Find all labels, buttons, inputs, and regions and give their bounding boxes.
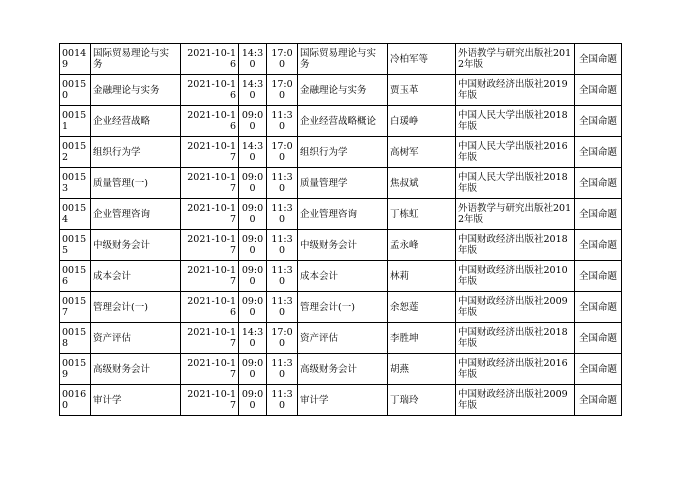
course-code-cell: 00158: [60, 323, 91, 354]
start-time-cell: 09:00: [239, 199, 267, 230]
start-time-cell: 14:30: [239, 44, 267, 75]
author-cell: 丁瑞玲: [388, 385, 456, 416]
publisher-cell: 中国财政经济出版社2010年版: [456, 261, 575, 292]
publisher-cell: 中国财政经济出版社2009年版: [456, 292, 575, 323]
publisher-cell: 中国人民大学出版社2016年版: [456, 137, 575, 168]
table-row: [60, 261, 622, 292]
publisher-cell: 中国财政经济出版社2016年版: [456, 354, 575, 385]
author-cell: 冷柏军等: [388, 44, 456, 75]
start-time-cell: 09:00: [239, 354, 267, 385]
table-row: [60, 44, 622, 75]
publisher-cell: 外语教学与研究出版社2012年版: [456, 199, 575, 230]
start-time-cell: 09:00: [239, 261, 267, 292]
textbook-cell: 管理会计(一): [298, 292, 388, 323]
exam-date-cell: 2021-10-16: [181, 44, 239, 75]
course-code-cell: 00150: [60, 75, 91, 106]
course-code-cell: 00152: [60, 137, 91, 168]
author-cell: 林莉: [388, 261, 456, 292]
table-body: [60, 44, 622, 416]
author-cell: 孟永峰: [388, 230, 456, 261]
exam-type-cell: 全国命题: [575, 44, 622, 75]
start-time-cell: 09:00: [239, 168, 267, 199]
publisher-cell: 中国财政经济出版社2018年版: [456, 323, 575, 354]
exam-type-cell: 全国命题: [575, 106, 622, 137]
publisher-cell: 中国财政经济出版社2018年版: [456, 230, 575, 261]
author-cell: 焦叔斌: [388, 168, 456, 199]
exam-date-cell: 2021-10-16: [181, 292, 239, 323]
start-time-cell: 14:30: [239, 75, 267, 106]
end-time-cell: 17:00: [267, 323, 298, 354]
start-time-cell: 14:30: [239, 323, 267, 354]
exam-type-cell: 全国命题: [575, 323, 622, 354]
exam-date-cell: 2021-10-17: [181, 354, 239, 385]
end-time-cell: 17:00: [267, 44, 298, 75]
course-name-cell: 组织行为学: [91, 137, 181, 168]
textbook-cell: 国际贸易理论与实务: [298, 44, 388, 75]
end-time-cell: 11:30: [267, 106, 298, 137]
course-code-cell: 00149: [60, 44, 91, 75]
course-name-cell: 企业经营战略: [91, 106, 181, 137]
textbook-cell: 质量管理学: [298, 168, 388, 199]
end-time-cell: 11:30: [267, 230, 298, 261]
exam-date-cell: 2021-10-17: [181, 230, 239, 261]
textbook-cell: 金融理论与实务: [298, 75, 388, 106]
end-time-cell: 11:30: [267, 292, 298, 323]
course-code-cell: 00155: [60, 230, 91, 261]
exam-type-cell: 全国命题: [575, 75, 622, 106]
course-code-cell: 00154: [60, 199, 91, 230]
author-cell: 丁栋虹: [388, 199, 456, 230]
course-code-cell: 00160: [60, 385, 91, 416]
publisher-cell: 中国人民大学出版社2018年版: [456, 106, 575, 137]
table-row: [60, 106, 622, 137]
publisher-cell: 外语教学与研究出版社2012年版: [456, 44, 575, 75]
table-row: [60, 230, 622, 261]
textbook-cell: 高级财务会计: [298, 354, 388, 385]
course-code-cell: 00153: [60, 168, 91, 199]
author-cell: 高树军: [388, 137, 456, 168]
course-name-cell: 成本会计: [91, 261, 181, 292]
course-code-cell: 00157: [60, 292, 91, 323]
course-name-cell: 质量管理(一): [91, 168, 181, 199]
exam-type-cell: 全国命题: [575, 385, 622, 416]
table-row: [60, 354, 622, 385]
end-time-cell: 17:00: [267, 137, 298, 168]
start-time-cell: 14:30: [239, 137, 267, 168]
author-cell: 胡燕: [388, 354, 456, 385]
exam-type-cell: 全国命题: [575, 230, 622, 261]
exam-date-cell: 2021-10-17: [181, 168, 239, 199]
course-name-cell: 审计学: [91, 385, 181, 416]
textbook-cell: 资产评估: [298, 323, 388, 354]
exam-date-cell: 2021-10-17: [181, 261, 239, 292]
course-name-cell: 高级财务会计: [91, 354, 181, 385]
end-time-cell: 11:30: [267, 385, 298, 416]
start-time-cell: 09:00: [239, 106, 267, 137]
exam-type-cell: 全国命题: [575, 261, 622, 292]
textbook-cell: 组织行为学: [298, 137, 388, 168]
publisher-cell: 中国财政经济出版社2019年版: [456, 75, 575, 106]
course-name-cell: 金融理论与实务: [91, 75, 181, 106]
course-code-cell: 00156: [60, 261, 91, 292]
start-time-cell: 09:00: [239, 230, 267, 261]
textbook-cell: 企业经营战略概论: [298, 106, 388, 137]
course-code-cell: 00159: [60, 354, 91, 385]
exam-type-cell: 全国命题: [575, 292, 622, 323]
exam-date-cell: 2021-10-17: [181, 137, 239, 168]
publisher-cell: 中国财政经济出版社2009年版: [456, 385, 575, 416]
table-row: [60, 199, 622, 230]
course-name-cell: 中级财务会计: [91, 230, 181, 261]
table-row: [60, 385, 622, 416]
course-code-cell: 00151: [60, 106, 91, 137]
course-name-cell: 企业管理咨询: [91, 199, 181, 230]
author-cell: 白瑗峥: [388, 106, 456, 137]
exam-date-cell: 2021-10-17: [181, 385, 239, 416]
exam-type-cell: 全国命题: [575, 137, 622, 168]
table-row: [60, 137, 622, 168]
textbook-cell: 中级财务会计: [298, 230, 388, 261]
table-row: [60, 292, 622, 323]
table-row: [60, 323, 622, 354]
textbook-cell: 审计学: [298, 385, 388, 416]
start-time-cell: 09:00: [239, 292, 267, 323]
course-name-cell: 资产评估: [91, 323, 181, 354]
exam-date-cell: 2021-10-16: [181, 106, 239, 137]
table-row: [60, 168, 622, 199]
end-time-cell: 11:30: [267, 261, 298, 292]
author-cell: 李胜坤: [388, 323, 456, 354]
table-row: [60, 75, 622, 106]
textbook-cell: 企业管理咨询: [298, 199, 388, 230]
course-name-cell: 管理会计(一): [91, 292, 181, 323]
publisher-cell: 中国人民大学出版社2018年版: [456, 168, 575, 199]
author-cell: 贾玉革: [388, 75, 456, 106]
course-name-cell: 国际贸易理论与实务: [91, 44, 181, 75]
exam-date-cell: 2021-10-16: [181, 75, 239, 106]
exam-schedule-table: [59, 43, 622, 416]
textbook-cell: 成本会计: [298, 261, 388, 292]
end-time-cell: 11:30: [267, 168, 298, 199]
author-cell: 余恕莲: [388, 292, 456, 323]
exam-date-cell: 2021-10-17: [181, 199, 239, 230]
end-time-cell: 11:30: [267, 199, 298, 230]
exam-type-cell: 全国命题: [575, 168, 622, 199]
end-time-cell: 17:00: [267, 75, 298, 106]
end-time-cell: 11:30: [267, 354, 298, 385]
exam-type-cell: 全国命题: [575, 199, 622, 230]
exam-date-cell: 2021-10-17: [181, 323, 239, 354]
start-time-cell: 09:00: [239, 385, 267, 416]
exam-type-cell: 全国命题: [575, 354, 622, 385]
